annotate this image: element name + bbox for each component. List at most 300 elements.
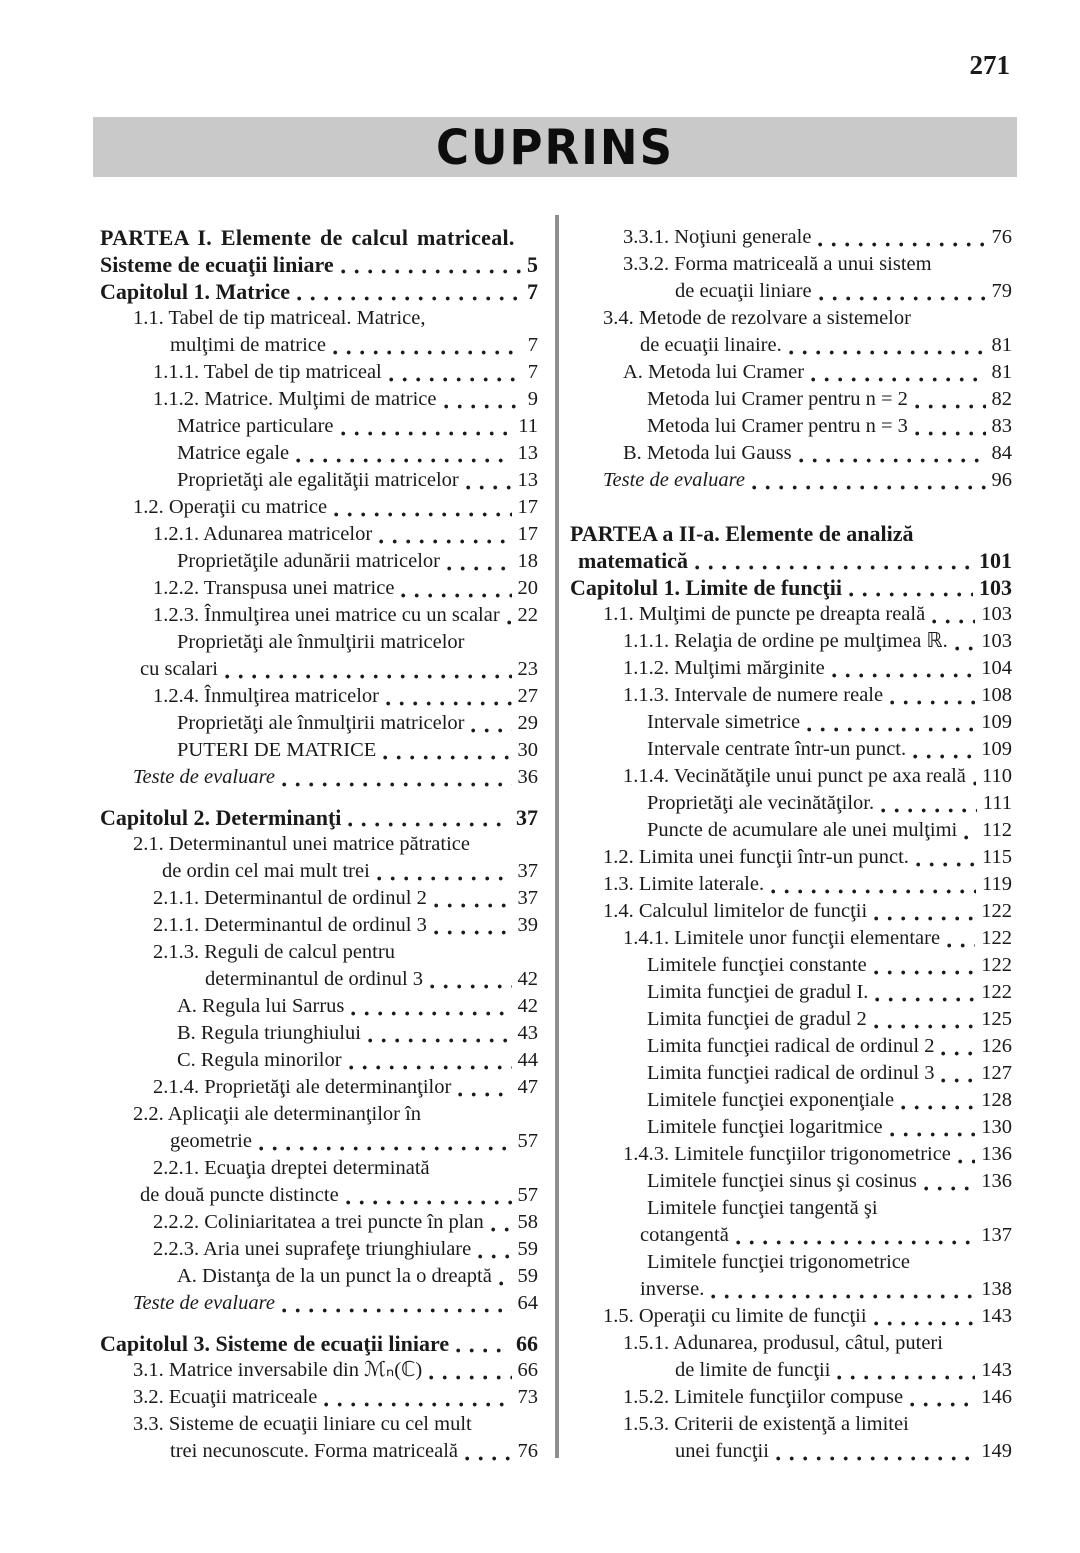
toc-page-number: 143 [981,1359,1012,1381]
toc-line [100,1384,538,1411]
toc-line [570,1330,1012,1357]
toc-page-number: 42 [517,968,538,990]
toc-line [100,1047,538,1074]
toc-entry-text: 3.3.2. Forma matriceală a unui sistem [623,253,932,275]
toc-entry-text: 2.1.1. Determinantul de ordinul 2 [153,887,427,909]
toc-line [570,251,1012,278]
dot-leader [811,377,985,382]
dot-leader [711,1294,975,1299]
dot-leader [771,889,976,894]
toc-page-number: 59 [517,1265,538,1287]
toc-line [570,709,1012,736]
dot-leader [466,485,512,490]
toc-line [100,1438,538,1465]
toc-page-number: 136 [981,1143,1012,1165]
toc-entry-text: 1.4.1. Limitele unor funcţii elementare [623,927,941,949]
toc-line [570,979,1012,1006]
dot-leader [348,822,510,827]
toc-entry [570,655,1012,682]
toc-page-number: 18 [517,550,538,572]
toc-columns [100,224,1012,1465]
toc-entry [100,1330,538,1357]
dot-leader [932,619,975,624]
toc-page-number: 138 [981,1278,1012,1300]
toc-entry-text: PARTEA I. Elemente de calcul matriceal. [100,225,515,250]
toc-entry-text: 1.1.3. Intervale de numere reale [623,684,884,706]
toc-entry [570,1087,1012,1114]
toc-page-number: 66 [517,1359,538,1381]
toc-line [100,440,538,467]
toc-entry-text: 2.1.4. Proprietăţi ale determinanţilor [153,1076,452,1098]
toc-line [570,1141,1012,1168]
toc-entry-text: 1.5.3. Criterii de existenţă a limitei [623,1413,909,1435]
toc-entry-text: mulţimi de matrice [170,334,326,356]
toc-entry [570,467,1012,494]
toc-entry [570,1114,1012,1141]
dot-leader [346,1200,512,1205]
toc-line [100,251,538,278]
dot-leader [379,539,511,544]
toc-entry-text: Capitolul 2. Determinanţi [100,805,342,830]
dot-leader [465,1456,511,1461]
toc-page-number: 66 [516,1331,538,1356]
toc-entry-text: cu scalari [140,658,218,680]
toc-page-number: 59 [517,1238,538,1260]
toc-page-number: 115 [982,846,1012,868]
toc-line [570,1303,1012,1330]
toc-line [100,521,538,548]
toc-page-number: 112 [982,819,1012,841]
toc-entry [570,386,1012,413]
dot-leader [377,876,512,881]
toc-page-number: 13 [517,442,538,464]
toc-entry-text: 3.4. Metode de rezolvare a sistemelor [603,307,911,329]
toc-line [100,467,538,494]
dot-leader [341,269,521,274]
toc-page-number: 5 [527,252,538,277]
dot-leader [341,431,513,436]
toc-entry-text: Limitele funcţiei sinus şi cosinus [647,1170,917,1192]
dot-leader [296,458,511,463]
toc-page-number: 17 [517,496,538,518]
toc-line [570,682,1012,709]
toc-entry-text: 2.2.1. Ecuaţia dreptei determinată [153,1157,430,1179]
dot-leader [837,1375,975,1380]
toc-page-number: 110 [982,765,1012,787]
toc-entry [570,1384,1012,1411]
toc-entry-text: Limita funcţiei radical de ordinul 3 [647,1062,935,1084]
toc-line [570,413,1012,440]
dot-leader [941,1051,975,1056]
toc-line [570,1438,1012,1465]
toc-entry-text: matematică [578,548,688,573]
toc-line [570,925,1012,952]
toc-line [570,1357,1012,1384]
toc-page-number: 83 [991,415,1012,437]
toc-entry-text: 2.1.3. Reguli de calcul pentru [153,941,395,963]
toc-line [100,656,538,683]
toc-line [100,764,538,791]
toc-page-number: 108 [981,684,1012,706]
toc-entry [100,1357,538,1384]
toc-entry [100,440,538,467]
dot-leader [901,1105,975,1110]
dot-leader [444,404,522,409]
toc-entry [100,1101,538,1155]
dot-leader [259,1146,512,1151]
toc-entry [100,413,538,440]
toc-line [100,1074,538,1101]
toc-line [570,898,1012,925]
toc-line [100,1101,538,1128]
dot-leader [752,485,986,490]
toc-entry-text: 1.1.4. Vecinătăţile unui punct pe axa reală [623,765,966,787]
toc-entry [570,224,1012,251]
toc-entry-text: A. Distanţa de la un punct la o dreaptă [177,1265,492,1287]
toc-line [570,332,1012,359]
toc-line [100,1263,538,1290]
toc-entry-text: Capitolul 1. Matrice [100,279,291,304]
toc-entry-text: 2.2.3. Aria unei suprafeţe triunghiulare [153,1238,472,1260]
toc-page-number: 103 [979,575,1012,600]
dot-leader [964,835,976,840]
toc-page-number: 79 [991,280,1012,302]
toc-entry-text: Limita funcţiei radical de ordinul 2 [647,1035,935,1057]
toc-entry [570,305,1012,359]
toc-entry [570,1060,1012,1087]
dot-leader [429,1375,511,1380]
toc-entry-text: 1.3. Limite laterale. [603,873,765,895]
toc-entry [570,790,1012,817]
toc-line [570,1087,1012,1114]
dot-leader [849,592,973,597]
dot-leader [333,350,522,355]
toc-entry [570,413,1012,440]
toc-entry-text: Teste de evaluare [133,766,275,788]
toc-line [100,1330,538,1357]
toc-entry-text: unei funcţii [675,1440,769,1462]
toc-entry-text: 1.2.2. Transpusa unei matrice [153,577,395,599]
toc-entry [570,736,1012,763]
toc-line [570,305,1012,332]
toc-entry-text: Metoda lui Cramer pentru n = 3 [647,415,908,437]
toc-entry [100,467,538,494]
toc-entry [100,683,538,710]
toc-page-number: 128 [981,1089,1012,1111]
dot-leader [874,1321,976,1326]
toc-entry-text: Limitele funcţiei constante [647,954,867,976]
toc-entry [570,682,1012,709]
dot-leader [456,1348,510,1353]
toc-entry [570,709,1012,736]
toc-entry-text: de ecuaţii liniare [675,280,812,302]
dot-leader [890,1132,976,1137]
toc-entry-text: 1.1.2. Mulţimi mărginite [623,657,825,679]
toc-entry [570,1141,1012,1168]
toc-line [100,359,538,386]
toc-line [100,831,538,858]
toc-line [100,224,538,251]
toc-line [570,601,1012,628]
dot-leader [973,781,976,786]
toc-entry [570,1006,1012,1033]
toc-entry [100,575,538,602]
toc-entry-text: 1.1.2. Matrice. Mulţimi de matrice [153,388,437,410]
dot-leader [924,1186,975,1191]
toc-entry-text: 3.3. Sisteme de ecuaţii liniare cu cel mult [133,1413,472,1435]
toc-entry [100,831,538,885]
toc-entry [100,629,538,683]
toc-page-number: 122 [981,954,1012,976]
toc-page-number: 81 [991,334,1012,356]
toc-entry [100,993,538,1020]
toc-line [100,1128,538,1155]
toc-line [570,1411,1012,1438]
dot-leader [349,1065,512,1070]
toc-entry-text: A. Metoda lui Cramer [623,361,805,383]
toc-line [570,655,1012,682]
toc-line [100,548,538,575]
toc-entry [570,1411,1012,1465]
toc-entry-text: 1.2. Operaţii cu matrice [133,496,328,518]
dot-leader [324,1402,511,1407]
toc-page-number: 103 [981,630,1012,652]
toc-entry [570,1303,1012,1330]
toc-entry-text: Teste de evaluare [133,1292,275,1314]
toc-page-number: 81 [991,361,1012,383]
toc-line [100,1290,538,1317]
toc-entry [570,1033,1012,1060]
toc-entry [570,817,1012,844]
toc-line [570,359,1012,386]
toc-entry-text: Matrice particulare [177,415,334,437]
toc-page-number: 7 [527,361,538,383]
toc-line [100,966,538,993]
toc-page-number: 111 [982,792,1012,814]
toc-line [100,629,538,656]
toc-entry [100,1209,538,1236]
dot-leader [434,930,512,935]
toc-line [100,1236,538,1263]
toc-entry [100,1155,538,1209]
toc-page-number: 84 [991,442,1012,464]
dot-leader [471,728,511,733]
toc-entry-text: trei necunoscute. Forma matriceală [170,1440,459,1462]
dot-leader [297,296,521,301]
toc-entry [100,885,538,912]
toc-entry-text: 3.1. Matrice inversabile din ℳₙ(ℂ) [133,1359,423,1381]
toc-entry [100,278,538,305]
dot-leader [874,1024,976,1029]
toc-page-number: 22 [517,604,538,626]
dot-leader [351,1011,511,1016]
toc-line [100,413,538,440]
toc-entry-text: 1.1. Tabel de tip matriceal. Matrice, [133,307,426,329]
dot-leader [695,565,973,570]
toc-page-number: 146 [981,1386,1012,1408]
dot-leader [955,646,975,651]
toc-line [100,804,538,831]
dot-leader [915,404,986,409]
toc-page-number: 7 [527,279,538,304]
toc-page-number: 36 [517,766,538,788]
toc-entry-text: Limita funcţiei de gradul 2 [647,1008,867,1030]
dot-leader [875,997,975,1002]
toc-page-number: 101 [979,548,1012,573]
toc-entry [570,925,1012,952]
toc-entry-text: Sisteme de ecuaţii liniare [100,252,334,277]
toc-entry-text: 1.4. Calculul limitelor de funcţii [603,900,868,922]
toc-page-number: 17 [517,523,538,545]
dot-leader [913,754,975,759]
toc-entry-text: Matrice egale [177,442,290,464]
toc-entry [570,440,1012,467]
toc-line [100,939,538,966]
dot-leader [958,1159,975,1164]
toc-line [100,1411,538,1438]
toc-page-number: 37 [517,887,538,909]
toc-entry-text: Limita funcţiei de gradul I. [647,981,869,1003]
toc-line [570,844,1012,871]
toc-entry-text: Limitele funcţiei logaritmice [647,1116,883,1138]
toc-page-number: 58 [517,1211,538,1233]
toc-entry [570,871,1012,898]
toc-entry [570,1195,1012,1249]
dot-leader [368,1038,512,1043]
toc-line [570,1114,1012,1141]
toc-entry-text: PUTERI DE MATRICE [177,739,377,761]
dot-leader [941,1078,975,1083]
toc-page-number: 76 [517,1440,538,1462]
toc-page-number: 136 [981,1170,1012,1192]
toc-entry [570,628,1012,655]
toc-page-number: 39 [517,914,538,936]
toc-entry-text: 1.1.1. Relaţia de ordine pe mulţimea ℝ. [623,630,948,652]
dot-leader [225,674,512,679]
toc-entry [100,305,538,359]
toc-page-number: 96 [991,469,1012,491]
toc-page-number: 13 [517,469,538,491]
dot-leader [386,701,512,706]
toc-entry-text: B. Metoda lui Gauss [623,442,792,464]
dot-leader [458,1092,511,1097]
toc-page-number: 7 [527,334,538,356]
toc-line [100,332,538,359]
toc-entry-text: 2.1. Determinantul unei matrice pătratice [133,833,470,855]
toc-entry-text: 1.2.1. Adunarea matricelor [153,523,373,545]
toc-page-number: 11 [518,415,538,437]
toc-page-number: 125 [981,1008,1012,1030]
toc-entry-text: inverse. [640,1278,705,1300]
toc-entry [100,548,538,575]
toc-line [100,683,538,710]
toc-page-number: 20 [517,577,538,599]
dot-leader [890,700,975,705]
toc-entry [100,804,538,831]
toc-line [100,885,538,912]
toc-entry-text: geometrie [170,1130,252,1152]
toc-page-number: 109 [981,738,1012,760]
toc-entry-text: 3.3.1. Noţiuni generale [623,226,812,248]
toc-line [100,494,538,521]
toc-page-number: 37 [517,860,538,882]
toc-entry [570,844,1012,871]
toc-line [100,602,538,629]
dot-leader [478,1254,511,1259]
dot-leader [947,943,975,948]
contents-title: CUPRINS [435,118,674,176]
toc-entry [100,1020,538,1047]
toc-entry [570,251,1012,305]
dot-leader [430,984,511,989]
toc-line [570,1384,1012,1411]
toc-line [570,440,1012,467]
toc-page-number: 64 [517,1292,538,1314]
toc-page-number: 109 [981,711,1012,733]
toc-line [100,575,538,602]
toc-entry [570,520,1012,574]
toc-page-number: 27 [517,685,538,707]
dot-leader [874,916,975,921]
toc-entry-text: A. Regula lui Sarrus [177,995,345,1017]
dot-leader [807,727,975,732]
toc-entry [100,764,538,791]
toc-line [100,912,538,939]
toc-entry-text: 3.2. Ecuaţii matriceale [133,1386,318,1408]
toc-line [570,224,1012,251]
toc-page-number: 23 [517,658,538,680]
dot-leader [507,620,512,625]
toc-entry [100,1047,538,1074]
dot-leader [499,1281,512,1286]
toc-entry-text: 2.2. Aplicaţii ale determinanţilor în [133,1103,422,1125]
toc-page-number: 143 [981,1305,1012,1327]
toc-line [570,1033,1012,1060]
toc-line [100,1357,538,1384]
toc-entry [100,939,538,993]
toc-line [570,817,1012,844]
toc-page-number: 119 [982,873,1012,895]
toc-line [570,278,1012,305]
toc-entry-text: Intervale centrate într-un punct. [647,738,907,760]
toc-line [100,1182,538,1209]
toc-line [570,1168,1012,1195]
toc-entry-text: 1.2.3. Înmulţirea unei matrice cu un scalar [153,604,500,626]
dot-leader [401,593,511,598]
dot-leader [776,1456,975,1461]
dot-leader [832,673,975,678]
toc-line [100,993,538,1020]
toc-entry-text: 1.1. Mulţimi de puncte pe dreapta reală [603,603,926,625]
toc-entry-text: 1.4.3. Limitele funcţiilor trigonometrice [623,1143,951,1165]
toc-entry-text: 1.5. Operaţii cu limite de funcţii [603,1305,867,1327]
toc-entry [570,1249,1012,1303]
toc-entry-text: B. Regula triunghiului [177,1022,361,1044]
toc-page-number: 127 [981,1062,1012,1084]
dot-leader [881,808,977,813]
toc-entry [100,1074,538,1101]
toc-entry [100,359,538,386]
toc-line [100,858,538,885]
dot-leader [874,970,976,975]
toc-entry-text: Proprietăţile adunării matricelor [177,550,440,572]
toc-entry [100,737,538,764]
toc-entry [100,1290,538,1317]
page-number: 271 [969,50,1010,80]
toc-entry-text: 1.5.2. Limitele funcţiilor compuse [623,1386,904,1408]
toc-entry-text: de limite de funcţii [675,1359,831,1381]
toc-line [570,1006,1012,1033]
